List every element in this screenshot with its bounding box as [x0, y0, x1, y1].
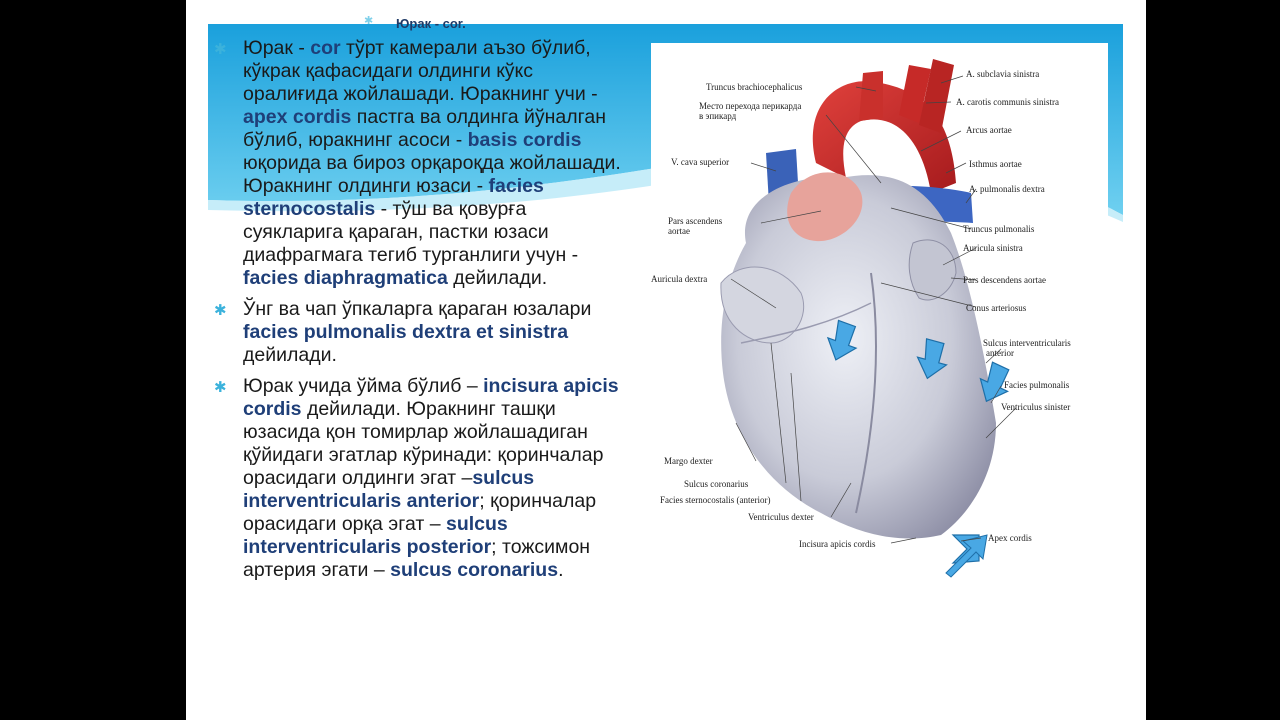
paragraph-text: .: [558, 559, 564, 581]
label-truncus-brachio: Truncus brachiocephalicus: [706, 82, 803, 92]
label-sulcus-cor: Sulcus coronarius: [684, 479, 749, 489]
label-ventr-sin: Ventriculus sinister: [1001, 402, 1071, 412]
latin-term: incisura apicis cordis: [243, 375, 619, 420]
label-apex: Apex cordis: [988, 533, 1032, 543]
label-auricula-sin: Auricula sinistra: [963, 243, 1023, 253]
heart-illustration: [651, 43, 1108, 580]
slide-title: Юрак - cor.: [396, 16, 466, 31]
label-incisura: Incisura apicis cordis: [799, 539, 876, 549]
label-sulcus-iv-2: anterior: [986, 348, 1014, 358]
label-margo: Margo dexter: [664, 456, 713, 466]
label-ventr-dex: Ventriculus dexter: [748, 512, 814, 522]
paragraph-3: [214, 375, 624, 582]
latin-term: sulcus interventricularis anterior: [243, 467, 535, 512]
paragraph-text: юқорида ва бироз орқароқда жойлашади. Юракнинг олдинги юзаси -: [243, 152, 621, 197]
body-text: [214, 37, 624, 590]
heart-body: [721, 175, 996, 538]
paragraph-text: ; тожсимон артерия эгати –: [243, 536, 591, 581]
label-facies-pulm: Facies pulmonalis: [1004, 380, 1070, 390]
label-auricula-dex: Auricula dextra: [651, 274, 708, 284]
paragraph-text: Юрак учида ўйма бўлиб –: [243, 375, 484, 397]
latin-term: facies pulmonalis dextra et sinistra: [243, 321, 569, 343]
slide: [186, 0, 1146, 720]
paragraph-text: Ўнг ва чап ўпкаларга қараган юзалари: [243, 298, 592, 320]
paragraph-text: дейилади.: [447, 267, 548, 289]
label-mesto-2: в эпикард: [699, 111, 737, 121]
paragraph-text: дейилади.: [243, 344, 337, 366]
label-carotis: A. carotis communis sinistra: [956, 97, 1059, 107]
bullet-icon: ✱: [214, 379, 227, 396]
bullet-icon: ✱: [214, 41, 227, 58]
paragraph-text: пастга ва олдинга йўналган бўлиб, юракнинг асоси -: [243, 106, 606, 151]
label-sulcus-iv-1: Sulcus interventricularis: [983, 338, 1071, 348]
label-conus: Conus arteriosus: [966, 303, 1027, 313]
label-vcava: V. cava superior: [671, 157, 730, 167]
latin-term: sulcus interventricularis posterior: [243, 513, 508, 558]
latin-term: facies sternocostalis: [243, 175, 544, 220]
latin-term: basis cordis: [467, 129, 582, 151]
label-truncus-pulm: Truncus pulmonalis: [963, 224, 1035, 234]
paragraph-text: - тўш ва қовурға суякларига қараган, пастки юзаси диафрагмага тегиб турганлиги учун -: [243, 198, 579, 266]
brachiocephalic-trunk: [859, 71, 883, 121]
latin-term: cor: [310, 37, 341, 59]
label-pars-desc: Pars descendens aortae: [963, 275, 1046, 285]
paragraph-text: дейилади. Юракнинг ташқи юзасида қон томирлар жойлашадиган қўйидаги эгатлар кўринади: қоринчалар орасидаги олдинги эгат –: [243, 398, 604, 489]
label-pars-asc-2: aortae: [668, 226, 690, 236]
label-isthmus: Isthmus aortae: [969, 159, 1022, 169]
label-pulm-dextra: A. pulmonalis dextra: [969, 184, 1045, 194]
label-mesto-1: Место перехода перикарда: [699, 101, 802, 111]
paragraph-2: [214, 298, 624, 367]
bullet-icon: ✱: [214, 302, 227, 319]
label-arcus: Arcus aortae: [966, 125, 1012, 135]
latin-term: facies diaphragmatica: [243, 267, 448, 289]
paragraph-1: [214, 37, 624, 290]
arrow-icon: [946, 535, 987, 577]
paragraph-text: ; қоринчалар орасидаги орқа эгат –: [243, 490, 597, 535]
paragraph-text: тўрт камерали аъзо бўлиб, кўкрак қафасидаги олдинги кўкс оралиғида жойлашади. Юракнинг учи -: [243, 37, 598, 105]
label-subclavia: A. subclavia sinistra: [966, 69, 1040, 79]
latin-term: sulcus coronarius: [390, 559, 559, 581]
title-bullet-icon: ✱: [364, 15, 374, 27]
label-facies-stern: Facies sternocostalis (anterior): [660, 495, 771, 505]
latin-term: apex cordis: [243, 106, 352, 128]
paragraph-text: Юрак -: [243, 37, 311, 59]
label-pars-asc-1: Pars ascendens: [668, 216, 723, 226]
